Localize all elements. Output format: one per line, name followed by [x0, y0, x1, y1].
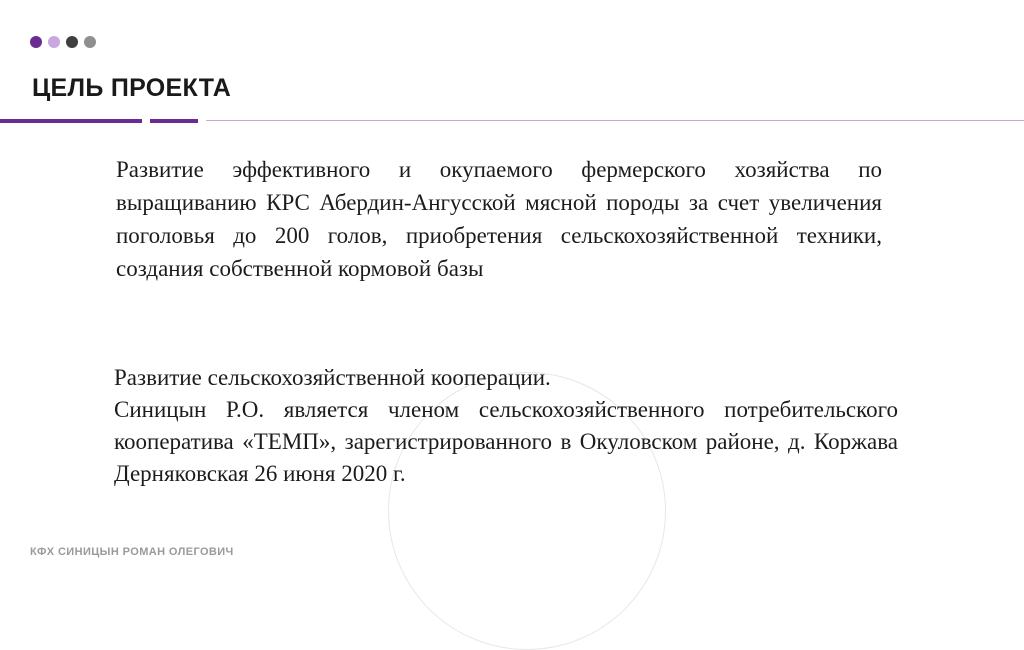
indicator-dot [66, 36, 78, 48]
cooperation-paragraph: Синицын Р.О. является членом сельскохозяйственного потребительского кооператива «ТЕМП», зарегистрированного в Окуловском районе, д. Коржава Дерняковская 26 июня 2020 г. [114, 397, 898, 486]
footer-company-name: КФХ СИНИЦЫН РОМАН ОЛЕГОВИЧ [30, 546, 234, 558]
title-underline-accent-short [150, 119, 198, 123]
page-title: ЦЕЛЬ ПРОЕКТА [32, 74, 232, 102]
title-underline-divider [206, 120, 1024, 121]
indicator-dot [84, 36, 96, 48]
title-underline-accent [0, 119, 142, 123]
cooperation-heading: Развитие сельскохозяйственной кооперации. [114, 365, 551, 390]
indicator-dot [48, 36, 60, 48]
cooperation-block [114, 362, 898, 490]
slide-indicator-dots [30, 36, 96, 48]
indicator-dot [30, 36, 42, 48]
project-goal-paragraph: Развитие эффективного и окупаемого фермерского хозяйства по выращиванию КРС Абердин-Ангусской мясной породы за счет увеличения поголовья до 200 голов, приобретения сельскохозяйственной техники, создания собственной кормовой базы [116, 157, 882, 281]
